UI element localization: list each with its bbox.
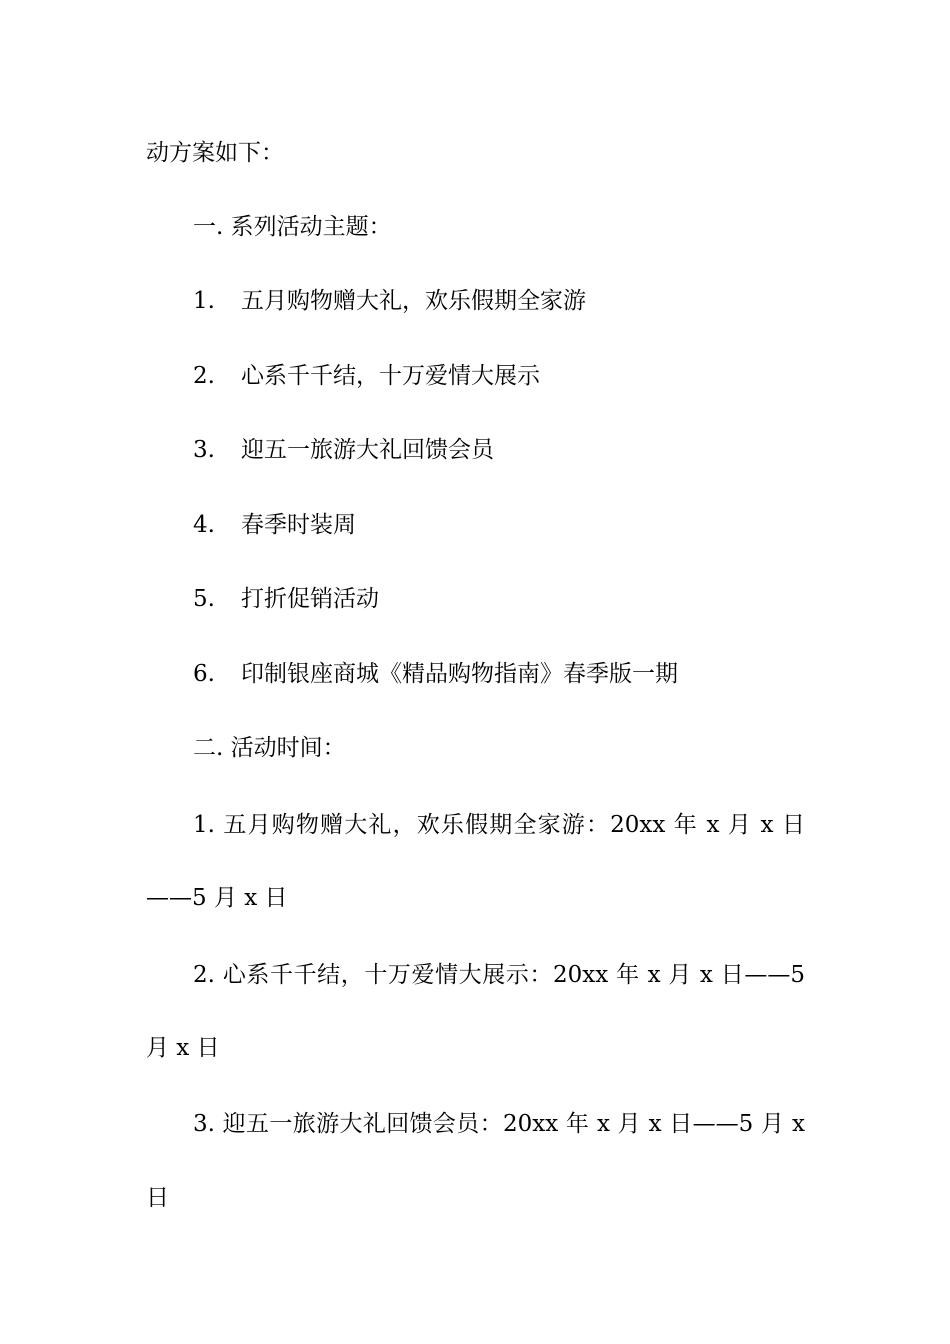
list-item-number: 3. xyxy=(193,437,215,463)
list-item-text: 五月购物赠大礼，欢乐假期全家游 xyxy=(241,288,586,314)
list-item-text: 春季时装周 xyxy=(241,512,356,538)
list-item-text: 心系千千结，十万爱情大展示 xyxy=(241,363,540,389)
list-item-text: 印制银座商城《精品购物指南》春季版一期 xyxy=(241,661,678,687)
paragraph-text: 1. 五月购物赠大礼，欢乐假期全家游：20xx 年 x 月 x 日 xyxy=(193,812,805,838)
list-item xyxy=(193,660,678,688)
list-item-number: 5. xyxy=(193,586,215,612)
paragraph-line: 月 x 日 xyxy=(146,1035,220,1061)
list-item-number: 2. xyxy=(193,363,215,389)
section2-heading: 二. 活动时间： xyxy=(193,735,346,761)
section1-heading: 一. 系列活动主题： xyxy=(193,214,392,240)
paragraph-text: 3. 迎五一旅游大礼回馈会员：20xx 年 x 月 x 日——5 月 x xyxy=(193,1111,805,1137)
paragraph-line: 日 xyxy=(146,1185,169,1211)
list-item-text: 迎五一旅游大礼回馈会员 xyxy=(241,437,494,463)
paragraph-line xyxy=(193,811,805,839)
list-item xyxy=(193,362,540,390)
paragraph-line xyxy=(193,961,805,989)
paragraph-line xyxy=(193,1110,805,1138)
list-item-number: 1. xyxy=(193,288,215,314)
list-item xyxy=(193,585,379,613)
list-item-number: 6. xyxy=(193,661,215,687)
paragraph-line: ——5 月 x 日 xyxy=(146,885,288,911)
paragraph-text: 2. 心系千千结，十万爱情大展示：20xx 年 x 月 x 日——5 xyxy=(193,962,805,988)
list-item xyxy=(193,287,586,315)
list-item xyxy=(193,511,356,539)
intro-text: 动方案如下： xyxy=(146,140,284,166)
list-item-text: 打折促销活动 xyxy=(241,586,379,612)
list-item-number: 4. xyxy=(193,512,215,538)
list-item xyxy=(193,436,494,464)
